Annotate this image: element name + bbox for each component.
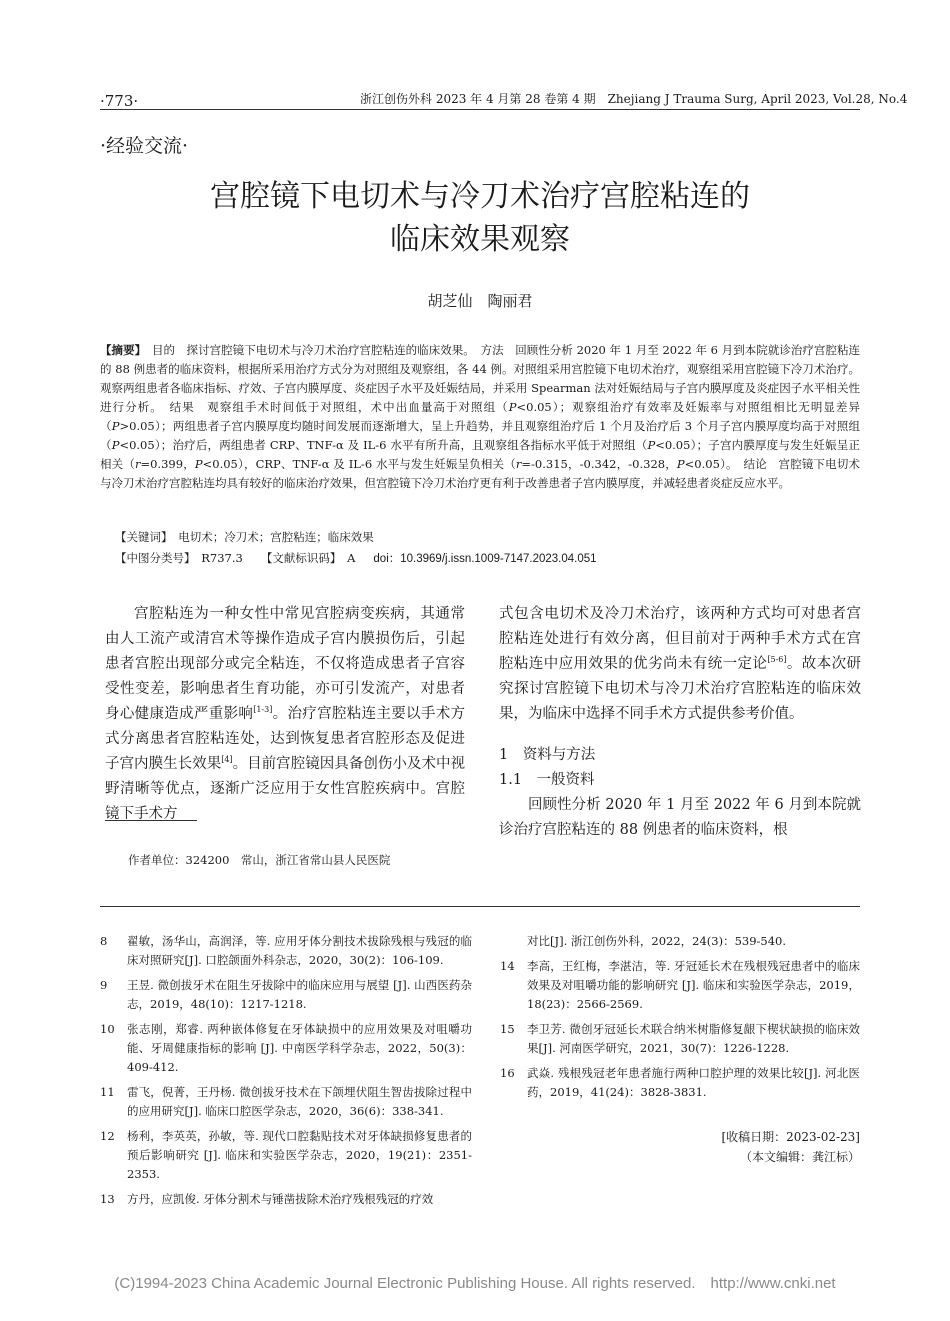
page-number: ·773· <box>100 92 139 110</box>
abstract-stat: P <box>111 438 120 452</box>
abstract-stat: P <box>676 457 685 471</box>
copyright-watermark: (C)1994-2023 China Academic Journal Electronic Publishing House. All rights reserved. http://www.cnki.net <box>114 1275 836 1292</box>
reference-text: 李高，王红梅，李湛洁，等. 牙冠延长术在残根残冠患者中的临床效果及对咀嚼功能的影响研究 [J]. 临床和实验医学杂志，2019，18(23)：2566-2569. <box>527 959 860 1011</box>
reference-item <box>100 932 472 970</box>
header-rule <box>100 109 860 110</box>
editor: （本文编辑：龚江标） <box>739 1150 860 1164</box>
abstract-text: <0.05），CRP、TNF-α 及 IL-6 水平与发生妊娠呈负相关（ <box>202 457 516 471</box>
body-text: 宫腔粘连为一种女性中常见宫腔病变疾病，其通常由人工流产或清宫术等操作造成子宫内膜损伤后，引起患者宫腔出现部分或完全粘连，不仅将造成患者子宫容受性变差，影响患者生育功能，亦可引发流产，对患者身心健康造成严重影响 <box>105 606 465 722</box>
citation: [4] <box>221 755 233 765</box>
body-paragraph: 回顾性分析 2020 年 1 月至 2022 年 6 月到本院就诊治疗宫腔粘连的 88 例患者的临床资料，根 <box>499 797 861 838</box>
reference-item <box>100 1083 472 1121</box>
reference-text: 翟敏，汤华山，高润泽，等. 应用牙体分割技术拔除残根与残冠的临床对照研究[J]. 口腔颌面外科杂志，2020，30(2)：106-109. <box>127 934 472 967</box>
reference-text: 雷飞，倪菁，王丹杨. 微创拔牙技术在下颌埋伏阻生智齿拔除过程中的应用研究[J]. 临床口腔医学杂志，2020，36(6)：338-341. <box>127 1085 472 1118</box>
received-info <box>500 1127 860 1167</box>
abstract-text: =-0.315，-0.342，-0.328， <box>521 457 677 471</box>
abstract-text: >0.05）；两组患者子宫内膜厚度均随时间发展而逐渐增大，呈上升趋势，并且观察组治疗后 1 个月及治疗后 3 个月子宫内膜厚度均高于对照组（ <box>100 419 861 452</box>
abstract-stat: r <box>515 457 522 471</box>
running-head: 浙江创伤外科 2023 年 4 月第 28 卷第 4 期 Zhejiang J Trauma Surg, April 2023, Vol.28, No.4 <box>360 92 908 106</box>
reference-text: 对比[J]. 浙江创伤外科，2022，24(3)：539-540. <box>527 934 787 948</box>
reference-text: 杨利，李英英，孙敏，等. 现代口腔黏贴技术对牙体缺损修复患者的预后影响研究 [J]. 临床和实验医学杂志，2020，19(21)：2351-2353. <box>127 1129 472 1181</box>
authors: 胡芝仙 陶丽君 <box>427 292 533 310</box>
classification-line <box>115 550 597 566</box>
reference-number: 14 <box>500 959 515 973</box>
abstract-text: <0.05）；治疗后，两组患者 CRP、TNF-α 及 IL-6 水平有所升高，且观察组各指标水平低于对照组（ <box>119 438 648 452</box>
reference-item <box>500 1064 860 1102</box>
keywords: 【关键词】 电切术；冷刀术；宫腔粘连；临床效果 <box>115 530 374 544</box>
footnote-rule <box>105 820 197 821</box>
article-title <box>100 175 860 261</box>
abstract-stat: P <box>508 400 517 414</box>
clc-number: 【中图分类号】 R737.3 <box>115 551 243 565</box>
body-text: 。目前宫腔镜因具备创伤小及术中视野清晰等优点，逐渐广泛应用于女性宫腔疾病中。宫腔镜下手术方 <box>105 756 465 822</box>
body-paragraph <box>105 602 465 827</box>
body-column-right <box>499 602 861 843</box>
reference-text: 方丹，应凯俊. 牙体分割术与锤凿拔除术治疗残根残冠的疗效 <box>127 1192 434 1206</box>
body-paragraph <box>499 602 861 727</box>
abstract-text: <0.05）。 结论 宫腔镜下电切术与冷刀术治疗宫腔粘连均具有较好的临床治疗效果，但宫腔镜下冷刀术治疗更有利于改善患者子宫内膜厚度，并减轻患者炎症反应水平。 <box>100 457 861 490</box>
body-text: 。治疗宫腔粘连主要以手术方式分离患者宫腔粘连处，达到恢复患者宫腔形态及促进子宫内膜生长效果 <box>105 706 466 772</box>
references-left <box>100 932 472 1215</box>
title-line-2: 临床效果观察 <box>390 222 570 257</box>
abstract-text: 目的 探讨宫腔镜下电切术与冷刀术治疗宫腔粘连的临床效果。 方法 回顾性分析 2020 年 1 月至 2022 年 6 月到本院就诊治疗宫腔粘连的 88 例患者的临床资料，根据所采用治疗方式分为对照组及观察组，各 44 例。对照组采用宫腔镜下电切术治疗，观察组采用宫腔镜下冷刀术治疗。观察两组患者各临床指标、疗效、子宫内膜厚度、炎症因子水平及妊娠结局，并采用 Spearman 法对妊娠结局与子宫内膜厚度及炎症因子水平相关性进行分析。 结果 观察组手术时间低于对照组，术中出血量高于对照组（ <box>100 343 861 414</box>
citation: [5-6] <box>767 655 787 665</box>
references-right <box>500 932 860 1108</box>
doi: doi：10.3969/j.issn.1009-7147.2023.04.051 <box>373 553 597 565</box>
abstract-stat: P <box>111 419 120 433</box>
reference-number: 9 <box>100 978 108 992</box>
reference-item <box>100 1190 472 1209</box>
reference-item <box>100 1020 472 1077</box>
reference-continuation <box>527 932 860 951</box>
reference-text: 王昱. 微创拔牙术在阻生牙拔除中的临床应用与展望 [J]. 山西医药杂志，2019，48(10)：1217-1218. <box>127 978 472 1011</box>
section-heading: 1 资料与方法 <box>499 747 596 763</box>
abstract <box>100 341 860 493</box>
reference-item <box>100 976 472 1014</box>
abstract-stat: r <box>134 457 141 471</box>
abstract-stat: P <box>647 438 656 452</box>
reference-text: 李卫芳. 微创牙冠延长术联合纳米树脂修复龈下楔状缺损的临床效果[J]. 河南医学研究，2021，30(7)：1226-1228. <box>527 1022 860 1055</box>
reference-number: 13 <box>100 1192 115 1206</box>
reference-number: 8 <box>100 934 108 948</box>
abstract-text: <0.05）；观察组治疗有效率及妊娠率与对照组相比无明显差异（ <box>100 400 860 433</box>
reference-text: 张志刚，郑睿. 两种嵌体修复在牙体缺损中的应用效果及对咀嚼功能、牙周健康指标的影响 [J]. 中南医学科学杂志，2022，50(3)：409-412. <box>127 1022 472 1074</box>
document-code: 【文献标识码】 A <box>260 551 356 565</box>
section-label: ·经验交流· <box>100 135 189 157</box>
abstract-label: 【摘要】 <box>100 343 141 357</box>
citation: [1-3] <box>253 705 273 715</box>
abstract-stat: P <box>194 457 203 471</box>
references-rule <box>100 906 860 907</box>
body-column-left <box>105 602 465 827</box>
reference-text: 武焱. 残根残冠老年患者施行两种口腔护理的效果比较[J]. 河北医药，2019，41(24)：3828-3831. <box>527 1066 860 1099</box>
reference-number: 11 <box>100 1085 115 1099</box>
author-affiliation: 作者单位：324200 常山，浙江省常山县人民医院 <box>128 853 391 867</box>
received-date: [收稿日期：2023-02-23] <box>721 1130 860 1144</box>
reference-number: 15 <box>500 1022 515 1036</box>
subsection-heading: 1.1 一般资料 <box>499 772 595 788</box>
title-line-1: 宫腔镜下电切术与冷刀术治疗宫腔粘连的 <box>210 179 750 214</box>
body-text: 式包含电切术及冷刀术治疗，该两种方式均可对患者宫腔粘连处进行有效分离，但目前对于两种手术方式在宫腔粘连中应用效果的优劣尚未有统一定论 <box>499 606 861 672</box>
body-text: 。故本次研究探讨宫腔镜下电切术与冷刀术治疗宫腔粘连的临床效果，为临床中选择不同手术方式提供参考价值。 <box>499 656 862 722</box>
abstract-text: <0.05）；子宫内膜厚度与发生妊娠呈正相关（ <box>100 438 860 471</box>
reference-item <box>500 957 860 1014</box>
reference-number: 12 <box>100 1129 115 1143</box>
reference-item <box>100 1127 472 1184</box>
reference-item <box>500 1020 860 1058</box>
reference-number: 16 <box>500 1066 515 1080</box>
abstract-text: =0.399， <box>140 457 195 471</box>
reference-number: 10 <box>100 1022 115 1036</box>
